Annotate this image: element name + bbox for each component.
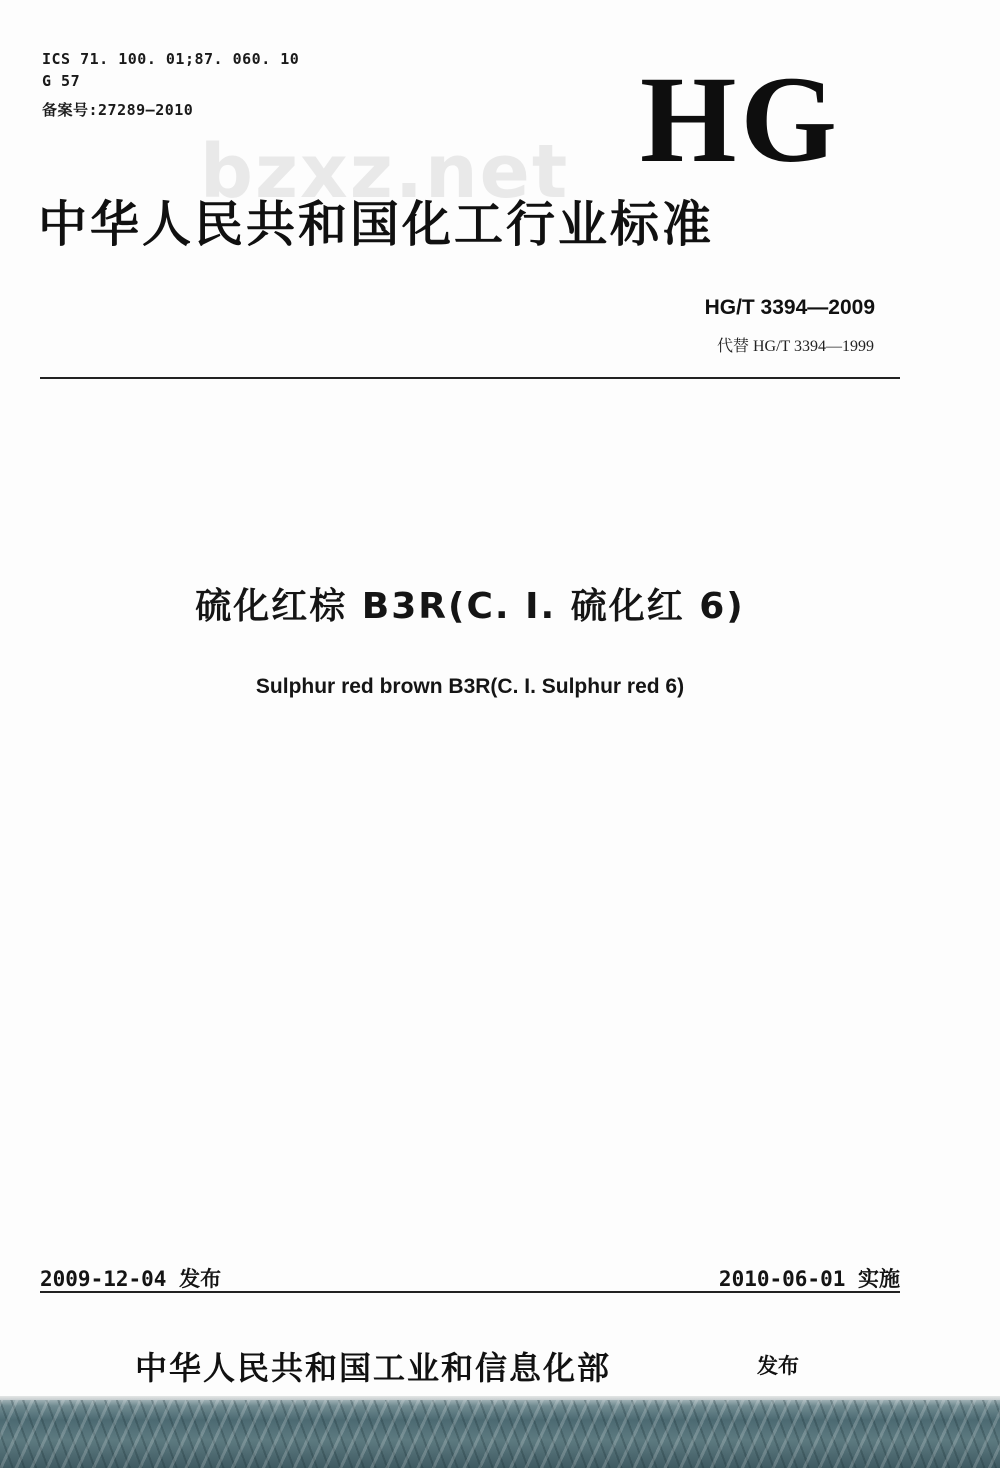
hg-logo: HG (640, 51, 841, 188)
document-title-english: Sulphur red brown B3R(C. I. Sulphur red 6) (255, 675, 685, 698)
ccs-code: G 57 (42, 72, 81, 90)
issue-date: 2009-12-04 发布 (40, 1267, 222, 1291)
watermark: bzxz.net (200, 129, 570, 215)
document-title-chinese: 硫化红棕 B3R(C. I. 硫化红 6) (195, 586, 745, 627)
ics-code: ICS 71. 100. 01;87. 060. 10 (42, 50, 300, 68)
bottom-divider (40, 1291, 900, 1293)
standard-replaces: 代替 HG/T 3394—1999 (716, 338, 874, 355)
record-number: 备案号:27289—2010 (42, 101, 194, 119)
page-edge-background (0, 1400, 1000, 1468)
issuer-suffix: 发布 (757, 1354, 799, 1378)
effective-date: 2010-06-01 实施 (718, 1267, 900, 1291)
top-divider (40, 377, 900, 379)
page-title: 中华人民共和国化工行业标准 (38, 196, 715, 253)
standard-number: HG/T 3394—2009 (704, 296, 875, 319)
issuer-name: 中华人民共和国工业和信息化部 (135, 1349, 612, 1387)
